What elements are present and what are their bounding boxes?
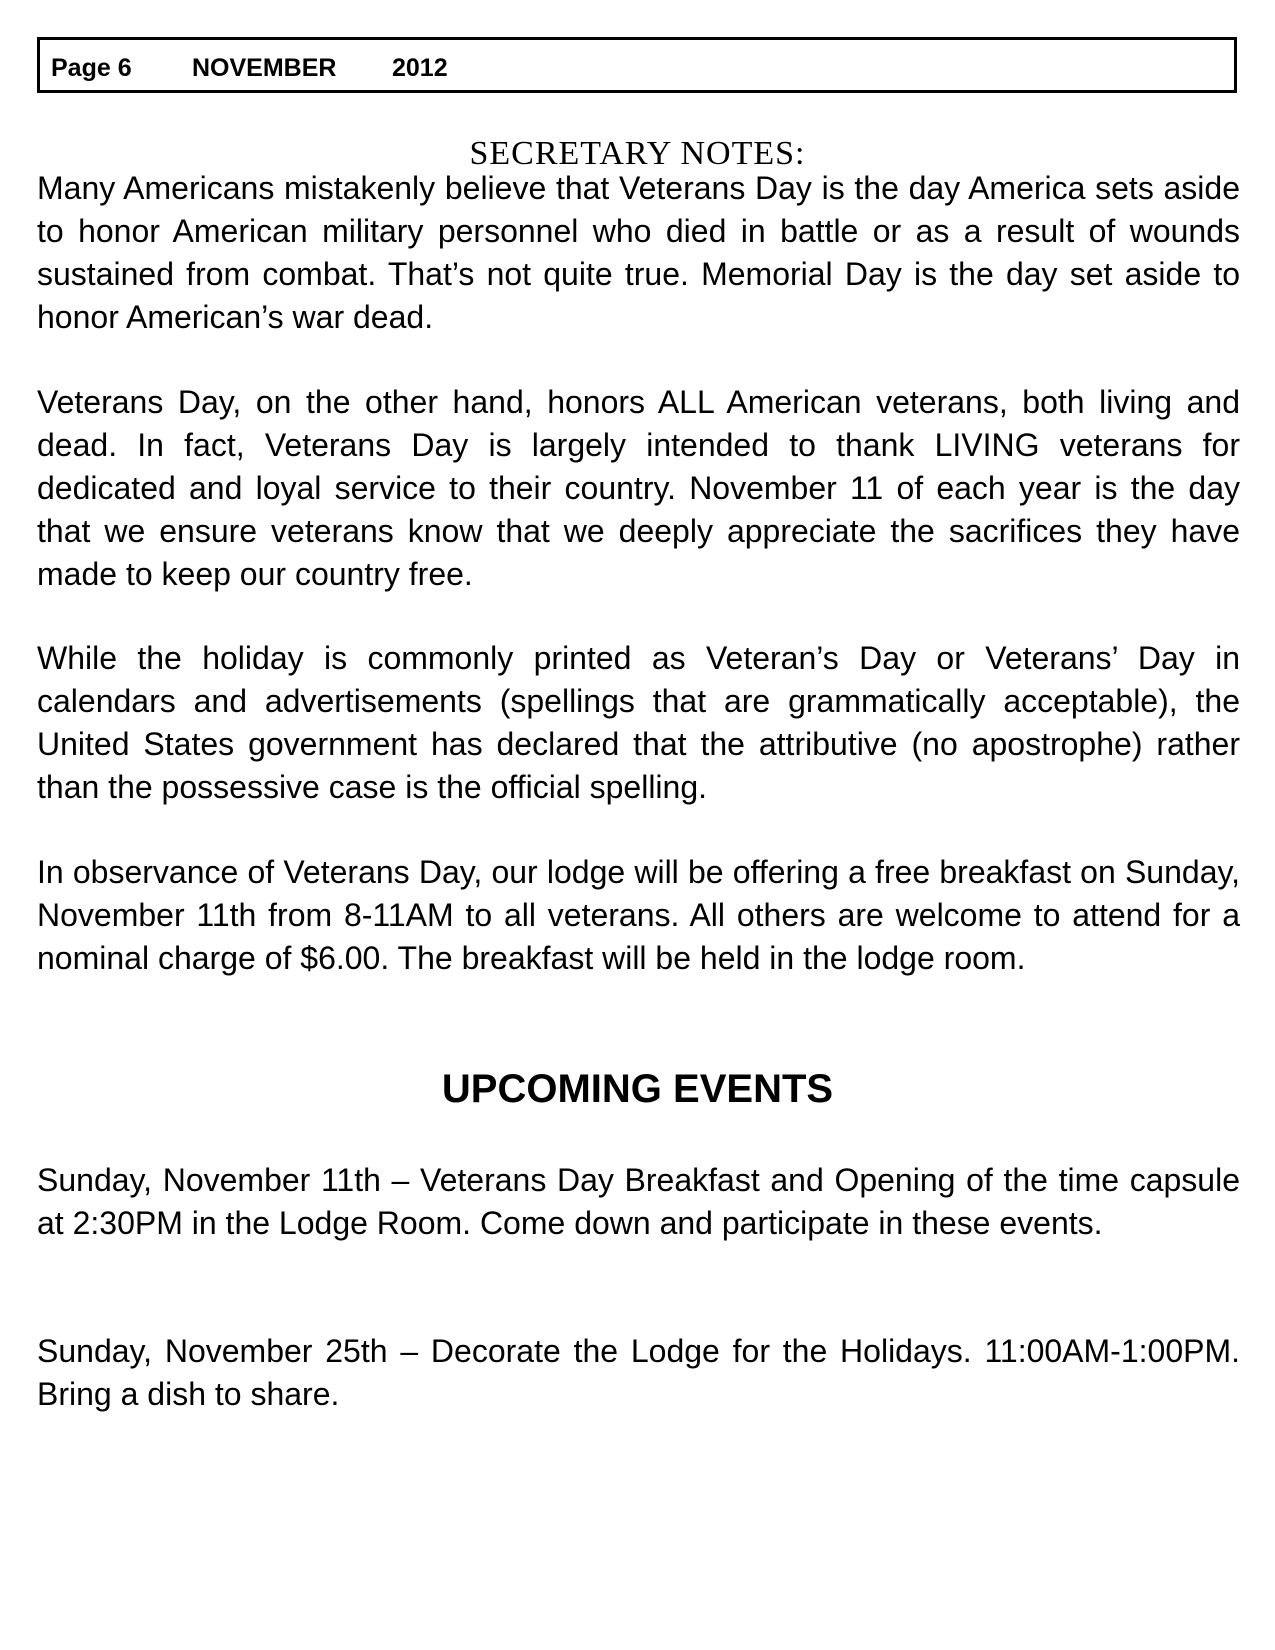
event-item: Sunday, November 25th – Decorate the Lodge for the Holidays. 11:00AM-1:00PM. Bring a dish to share. [37, 1333, 1240, 1412]
page-number: Page 6 [51, 54, 132, 82]
secretary-paragraph: While the holiday is commonly printed as Veteran’s Day or Veterans’ Day in calendars and advertisements (spellings that are grammatically acceptable), the United States government has declared that the attributive (no apostrophe) rather than the possessive case is the official spelling. [37, 640, 1240, 805]
issue-year: 2012 [392, 54, 448, 82]
secretary-notes-title: SECRETARY NOTES: [469, 135, 806, 172]
event-item: Sunday, November 11th – Veterans Day Breakfast and Opening of the time capsule at 2:30PM in the Lodge Room. Come down and participate in these events. [37, 1162, 1240, 1241]
secretary-paragraph: Veterans Day, on the other hand, honors ALL American veterans, both living and dead. In fact, Veterans Day is largely intended to thank LIVING veterans for dedicated and loyal service to their country. November 11 of each year is the day that we ensure veterans know that we deeply appreciate the sacrifices they have made to keep our country free. [37, 384, 1240, 592]
upcoming-events-title: UPCOMING EVENTS [441, 1067, 834, 1111]
secretary-paragraph: Many Americans mistakenly believe that Veterans Day is the day America sets aside to honor American military personnel who died in battle or as a result of wounds sustained from combat. That’s not quite true. Memorial Day is the day set aside to honor American’s war dead. [37, 170, 1240, 335]
page-header [37, 37, 1237, 93]
secretary-paragraph: In observance of Veterans Day, our lodge will be offering a free breakfast on Sunday, November 11th from 8-11AM to all veterans. All others are welcome to attend for a nominal charge of $6.00. The breakfast will be held in the lodge room. [37, 854, 1240, 976]
issue-month: NOVEMBER [192, 54, 337, 82]
